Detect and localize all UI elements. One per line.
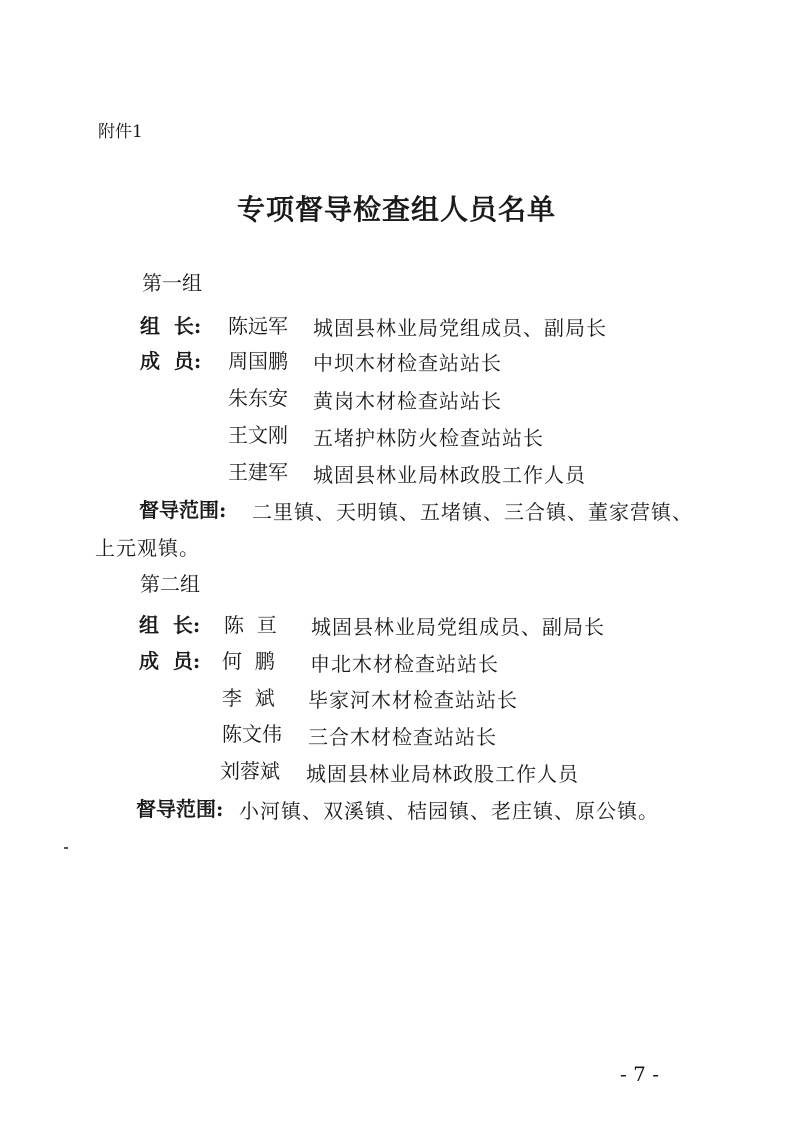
member-name: 陈文伟 [222,722,282,746]
members-label: 成 员: [139,649,201,673]
member-position: 城固县林业局林政股工作人员 [313,463,586,487]
leader-name: 陈远军 [228,314,288,338]
member-name: 朱东安 [228,386,288,410]
page-number: - 7 - [620,1062,659,1086]
member-name: 周国鹏 [228,349,288,373]
scope-text: 二里镇、天明镇、五堵镇、三合镇、董家营镇、 [252,500,693,524]
member-name: 何 鹏 [222,649,275,673]
group-heading: 第一组 [142,271,202,295]
scan-speck [64,847,68,849]
member-name: 王文刚 [228,423,288,447]
member-position: 城固县林业局林政股工作人员 [306,762,579,786]
member-position: 毕家河木材检查站站长 [308,688,518,712]
leader-label: 组 长: [140,314,202,338]
leader-position: 城固县林业局党组成员、副局长 [311,615,605,639]
scope-label: 督导范围: [136,797,224,821]
members-label: 成 员: [140,349,202,373]
group-heading: 第二组 [140,572,200,596]
document-title: 专项督导检查组人员名单 [236,193,556,226]
member-name: 王建军 [228,460,288,484]
member-position: 五堵护林防火检查站站长 [313,426,544,450]
scope-text-continued: 上元观镇。 [95,536,200,560]
member-position: 申北木材检查站站长 [310,652,499,676]
member-position: 中坝木材检查站站长 [313,351,502,375]
member-name: 刘蓉斌 [220,759,280,783]
attachment-label: 附件1 [98,122,143,142]
leader-position: 城固县林业局党组成员、副局长 [313,316,607,340]
scope-text: 小河镇、双溪镇、桔园镇、老庄镇、原公镇。 [239,799,659,823]
member-name: 李 斌 [222,686,275,710]
scope-label: 督导范围: [139,498,227,522]
member-position: 三合木材检查站站长 [308,725,497,749]
leader-name: 陈 亘 [224,613,277,637]
leader-label: 组 长: [139,613,201,637]
member-position: 黄岗木材检查站站长 [313,389,502,413]
